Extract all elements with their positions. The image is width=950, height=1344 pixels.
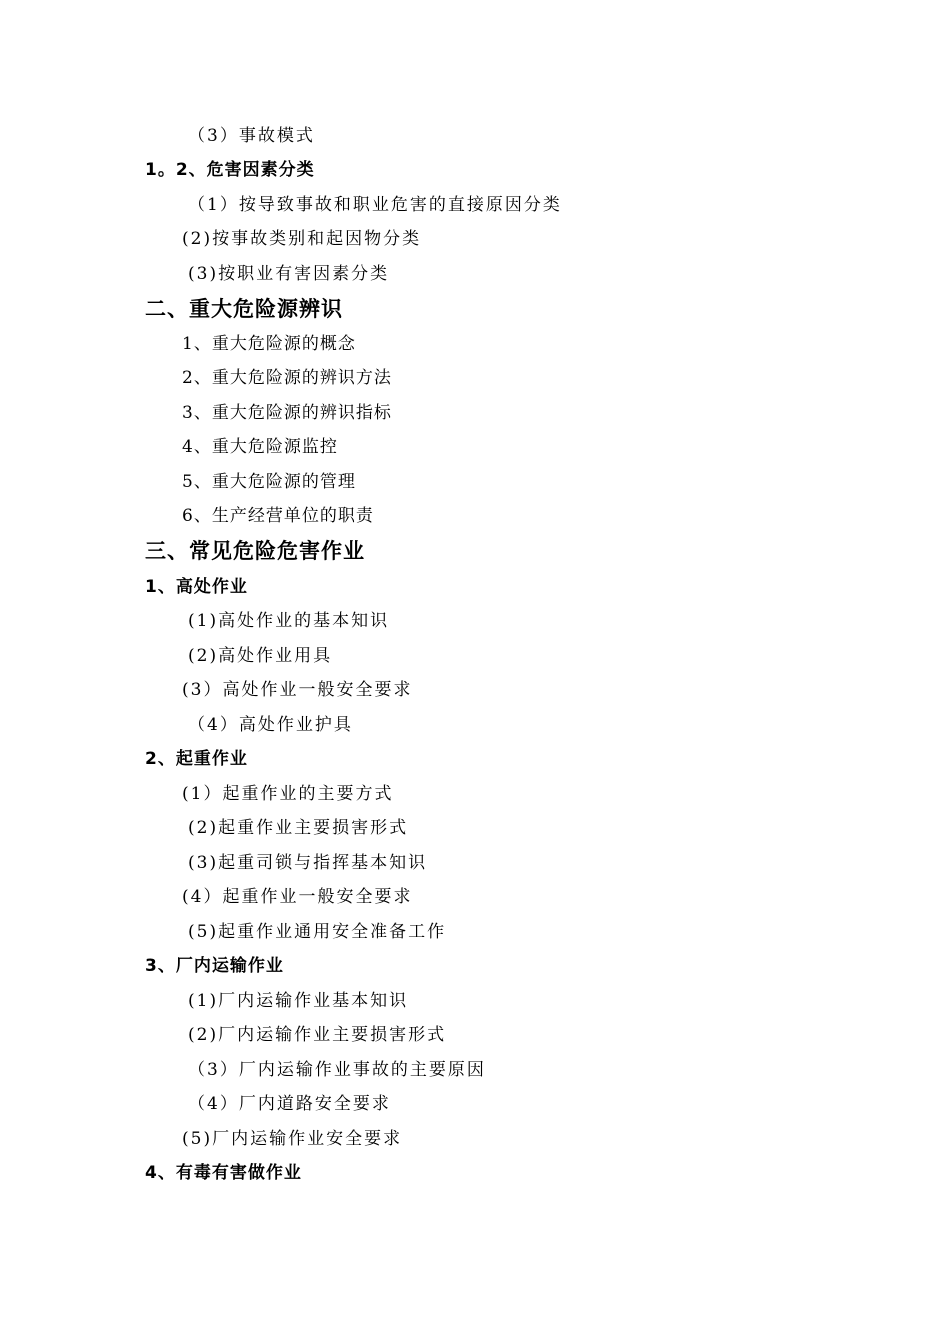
item-lifting-injury-forms: (2)起重作业主要损害形式 bbox=[188, 818, 409, 838]
item-major-hazard-monitoring: 4、重大危险源监控 bbox=[182, 437, 338, 457]
item-height-protective-gear: （4）高处作业护具 bbox=[188, 715, 353, 735]
item-lifting-preparation: (5)起重作业通用安全准备工作 bbox=[188, 922, 447, 942]
item-classify-by-direct-cause: （1）按导致事故和职业危害的直接原因分类 bbox=[188, 195, 562, 215]
item-height-safety-requirements: (3）高处作业一般安全要求 bbox=[182, 680, 413, 700]
item-lifting-main-methods: (1）起重作业的主要方式 bbox=[182, 784, 394, 804]
item-accident-mode: （3）事故模式 bbox=[188, 126, 315, 146]
item-classify-by-occupational-factors: (3)按职业有害因素分类 bbox=[188, 264, 390, 284]
item-classify-by-accident-type: (2)按事故类别和起因物分类 bbox=[182, 229, 422, 249]
section-title-major-hazard: 二、重大危险源辨识 bbox=[145, 297, 343, 321]
heading-plant-transport: 3、厂内运输作业 bbox=[145, 956, 284, 976]
item-major-hazard-management: 5、重大危险源的管理 bbox=[182, 472, 356, 492]
item-lifting-safety-requirements: (4）起重作业一般安全要求 bbox=[182, 887, 413, 907]
item-major-hazard-concept: 1、重大危险源的概念 bbox=[182, 334, 356, 354]
heading-toxic-operations: 4、有毒有害做作业 bbox=[145, 1163, 302, 1183]
item-major-hazard-identification-index: 3、重大危险源的辨识指标 bbox=[182, 403, 392, 423]
item-plant-road-safety: （4）厂内道路安全要求 bbox=[188, 1094, 391, 1114]
heading-hazard-classification: 1。2、危害因素分类 bbox=[145, 160, 315, 180]
item-transport-injury-forms: (2)厂内运输作业主要损害形式 bbox=[188, 1025, 447, 1045]
heading-lifting-operations: 2、起重作业 bbox=[145, 749, 248, 769]
item-enterprise-responsibilities: 6、生产经营单位的职责 bbox=[182, 506, 374, 526]
item-height-basic-knowledge: (1)高处作业的基本知识 bbox=[188, 611, 390, 631]
item-height-tools: (2)高处作业用具 bbox=[188, 646, 333, 666]
item-transport-safety-requirements: (5)厂内运输作业安全要求 bbox=[182, 1129, 403, 1149]
section-title-hazardous-operations: 三、常见危险危害作业 bbox=[145, 539, 365, 563]
item-transport-basic-knowledge: (1)厂内运输作业基本知识 bbox=[188, 991, 409, 1011]
item-transport-accident-causes: （3）厂内运输作业事故的主要原因 bbox=[188, 1060, 486, 1080]
item-major-hazard-identification-method: 2、重大危险源的辨识方法 bbox=[182, 368, 392, 388]
heading-work-at-height: 1、高处作业 bbox=[145, 577, 248, 597]
item-lifting-signal-knowledge: (3)起重司锁与指挥基本知识 bbox=[188, 853, 428, 873]
